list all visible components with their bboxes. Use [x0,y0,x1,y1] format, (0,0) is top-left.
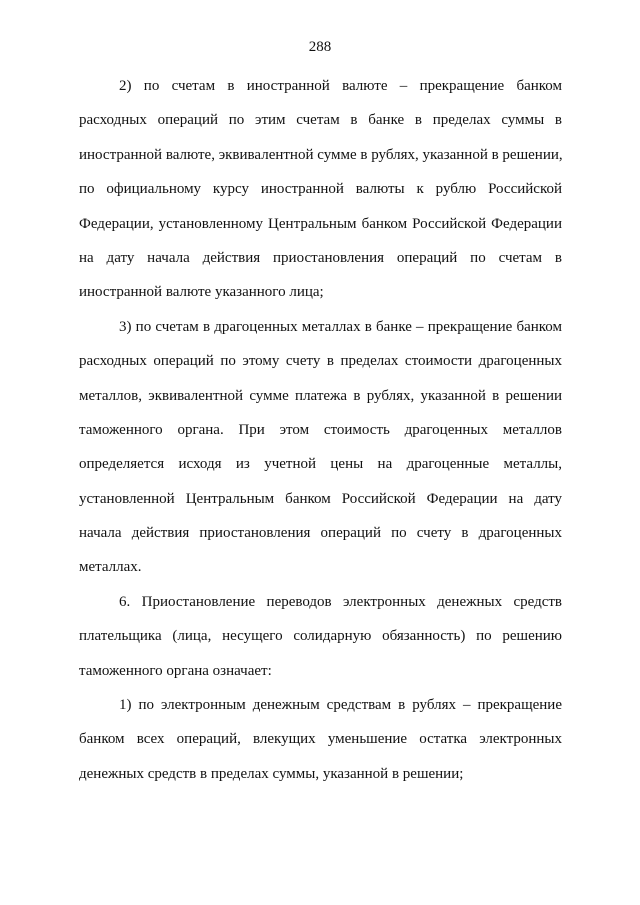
text-line: денежных средств в пределах суммы, указанной в решении; [79,765,464,782]
text-line: 6. Приостановление переводов электронных денежных средств [119,593,562,610]
paragraph-precious-metals-accounts [79,317,562,592]
text-line: 1) по электронным денежным средствам в рублях – прекращение [119,697,562,714]
text-line: по официальному курсу иностранной валюты к рублю Российской [79,181,562,198]
text-line: определяется исходя из учетной цены на драгоценные металлы, [79,456,562,473]
text-line: таможенного органа. При этом стоимость драгоценных металлов [79,421,562,438]
text-line: на дату начала действия приостановления операций по счетам в [79,249,562,266]
text-line: Федерации, установленному Центральным банком Российской Федерации [79,215,562,232]
text-line: установленной Центральным банком Российской Федерации на дату [79,490,562,507]
paragraph-electronic-funds-suspension [79,592,562,695]
text-line: начала действия приостановления операций по счету в драгоценных [79,525,562,542]
text-line: плательщика (лица, несущего солидарную обязанность) по решению [79,628,562,645]
text-line: 3) по счетам в драгоценных металлах в банке – прекращение банком [119,318,562,335]
text-line: таможенного органа означает: [79,662,272,679]
text-line: расходных операций по этому счету в пределах стоимости драгоценных [79,353,562,370]
text-line: иностранной валюте указанного лица; [79,284,324,301]
body-text [79,76,562,798]
text-line: расходных операций по этим счетам в банке в пределах суммы в [79,112,562,129]
paragraph-foreign-currency-accounts [79,76,562,317]
paragraph-electronic-funds-rubles [79,695,562,798]
text-line: 2) по счетам в иностранной валюте – прекращение банком [119,78,562,94]
text-line: банком всех операций, влекущих уменьшение остатка электронных [79,731,562,748]
text-line: металлов, эквивалентной сумме платежа в рублях, указанной в решении [79,387,562,404]
page-number: 288 [308,39,332,55]
text-line: металлах. [79,559,142,576]
text-line: иностранной валюте, эквивалентной сумме в рублях, указанной в решении, [79,146,563,163]
